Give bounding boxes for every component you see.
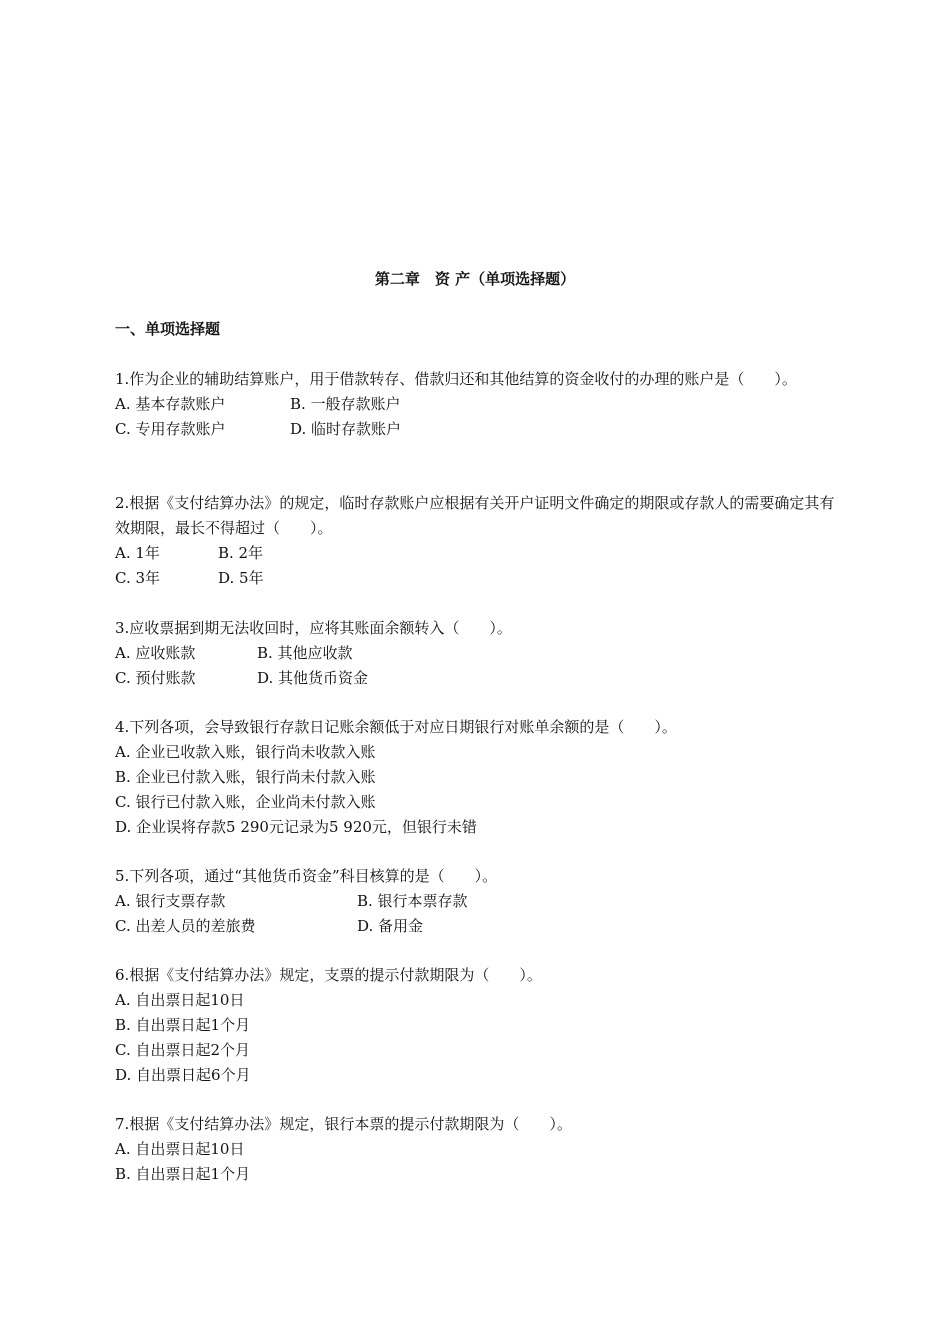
option-c: C. 银行已付款入账，企业尚未付款入账 [115,793,376,811]
option-c: C. 自出票日起2个月 [115,1041,251,1059]
question-5 [115,864,840,939]
option-a: A. 自出票日起10日 [115,1140,245,1158]
option-a: A. 银行支票存款 [115,892,226,910]
option-row [115,541,840,566]
option-b: B. 2年 [218,544,264,562]
question-2 [115,491,840,591]
option-a: A. 应收账款 [115,644,196,662]
option-row [115,666,840,691]
option-d: D. 自出票日起6个月 [115,1066,251,1084]
question-1 [115,367,840,442]
question-6 [115,963,840,1088]
option-a: A. 基本存款账户 [115,395,226,413]
option-b: B. 一般存款账户 [290,395,401,413]
option-row [115,417,840,442]
question-4 [115,715,840,840]
question-stem: 6.根据《支付结算办法》规定，支票的提示付款期限为（ ）。 [115,966,542,984]
option-b: B. 自出票日起1个月 [115,1165,251,1183]
question-3 [115,616,840,691]
option-a: A. 自出票日起10日 [115,991,245,1009]
option-c: C. 专用存款账户 [115,420,226,438]
page-title: 第二章 资 产（单项选择题） [374,270,576,288]
option-d: D. 企业误将存款5 290元记录为5 920元，但银行未错 [115,818,477,836]
question-stem: 1.作为企业的辅助结算账户，用于借款转存、借款归还和其他结算的资金收付的办理的账户是（ ）。 [115,370,797,388]
option-row [115,914,840,939]
option-d: D. 临时存款账户 [290,420,402,438]
option-row [115,566,840,591]
question-stem: 2.根据《支付结算办法》的规定，临时存款账户应根据有关开户证明文件确定的期限或存款人的需要确定其有效期限，最长不得超过（ ）。 [115,494,835,537]
question-stem: 5.下列各项，通过“其他货币资金”科目核算的是（ ）。 [115,867,498,885]
section-heading: 一、单项选择题 [115,320,221,338]
question-stem: 3.应收票据到期无法收回时，应将其账面余额转入（ ）。 [115,619,512,637]
option-c: C. 出差人员的差旅费 [115,917,256,935]
option-d: D. 5年 [218,569,264,587]
question-7 [115,1112,840,1187]
option-row [115,641,840,666]
option-d: D. 其他货币资金 [257,669,369,687]
option-b: B. 企业已付款入账，银行尚未付款入账 [115,768,376,786]
option-a: A. 企业已收款入账，银行尚未收款入账 [115,743,376,761]
option-a: A. 1年 [115,544,160,562]
option-c: C. 预付账款 [115,669,196,687]
question-stem: 7.根据《支付结算办法》规定，银行本票的提示付款期限为（ ）。 [115,1115,572,1133]
option-b: B. 银行本票存款 [357,892,468,910]
option-row [115,392,840,417]
option-b: B. 自出票日起1个月 [115,1016,251,1034]
option-c: C. 3年 [115,569,161,587]
question-stem: 4.下列各项，会导致银行存款日记账余额低于对应日期银行对账单余额的是（ ）。 [115,718,677,736]
option-b: B. 其他应收款 [257,644,353,662]
option-d: D. 备用金 [357,917,424,935]
option-row [115,889,840,914]
